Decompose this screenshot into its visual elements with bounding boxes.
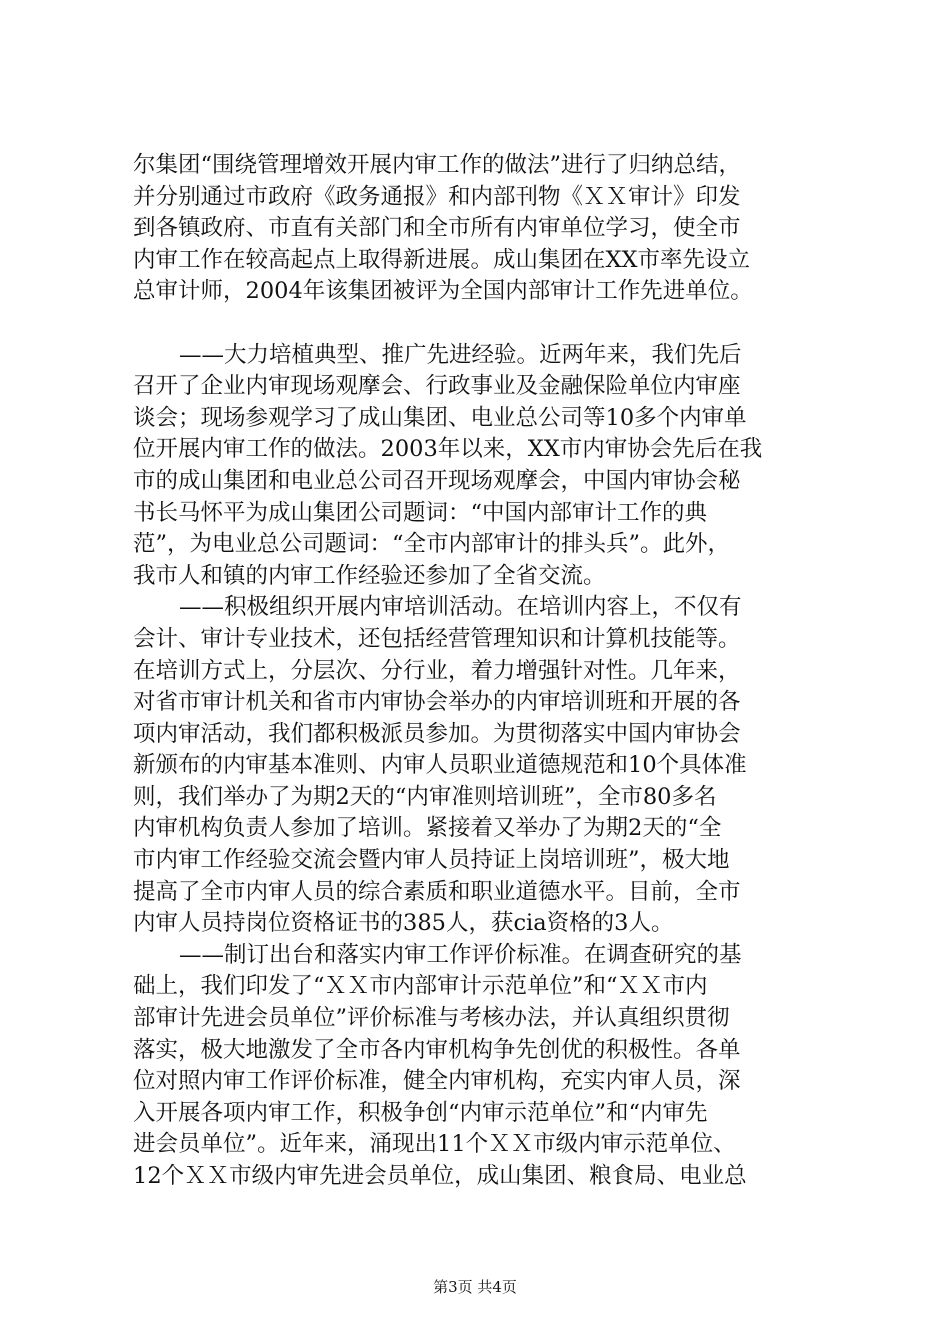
text-line: 位开展内审工作的做法。2003年以来，XX市内审协会先后在我	[133, 436, 763, 463]
text-line: 到各镇政府、市直有关部门和全市所有内审单位学习，使全市	[133, 215, 741, 242]
paragraph-spacer	[133, 308, 833, 340]
paragraph-3	[133, 592, 833, 940]
text-line: 落实，极大地激发了全市各内审机构争先创优的积极性。各单	[133, 1036, 741, 1063]
text-line: 谈会；现场参观学习了成山集团、电业总公司等10多个内审单	[133, 404, 747, 431]
text-line: 项内审活动，我们都积极派员参加。为贯彻落实中国内审协会	[133, 720, 741, 747]
text-line: 新颁布的内审基本准则、内审人员职业道德规范和10个具体准	[133, 752, 747, 779]
text-line: 础上，我们印发了“ＸＸ市内部审计示范单位”和“ＸＸ市内	[133, 973, 708, 1000]
text-line: 并分别通过市政府《政务通报》和内部刊物《ＸＸ审计》印发	[133, 183, 741, 210]
text-line: 内审人员持岗位资格证书的385人，获cia资格的3人。	[133, 910, 674, 937]
paragraph-1	[133, 150, 833, 308]
page-number: 第3页 共4页	[433, 1278, 517, 1296]
text-line: 位对照内审工作评价标准，健全内审机构，充实内审人员，深	[133, 1068, 741, 1095]
text-line: 书长马怀平为成山集团公司题词：“中国内部审计工作的典	[133, 499, 708, 526]
text-line: 我市人和镇的内审工作经验还参加了全省交流。	[133, 562, 606, 589]
text-line: 会计、审计专业技术，还包括经营管理知识和计算机技能等。	[133, 625, 741, 652]
document-body	[133, 150, 833, 1193]
text-line: 提高了全市内审人员的综合素质和职业道德水平。目前，全市	[133, 878, 741, 905]
page-footer	[0, 1277, 950, 1297]
text-line: 内审工作在较高起点上取得新进展。成山集团在XX市率先设立	[133, 246, 751, 273]
text-line: 市的成山集团和电业总公司召开现场观摩会，中国内审协会秘	[133, 467, 741, 494]
text-line: 市内审工作经验交流会暨内审人员持证上岗培训班”，极大地	[133, 847, 730, 874]
paragraph-2	[133, 340, 833, 593]
paragraph-4	[133, 940, 833, 1193]
text-line: 则，我们举办了为期2天的“内审准则培训班”，全市80多名	[133, 783, 717, 810]
text-line: 尔集团“围绕管理增效开展内审工作的做法”进行了归纳总结，	[133, 152, 742, 178]
text-line: 总审计师，2004年该集团被评为全国内部审计工作先进单位。	[133, 278, 753, 305]
text-line: 部审计先进会员单位”评价标准与考核办法，并认真组织贯彻	[133, 1005, 730, 1032]
text-line: 对省市审计机关和省市内审协会举办的内审培训班和开展的各	[133, 689, 741, 716]
text-line: 12个ＸＸ市级内审先进会员单位，成山集团、粮食局、电业总	[133, 1163, 747, 1189]
text-line: ——大力培植典型、推广先进经验。近两年来，我们先后	[179, 341, 742, 368]
text-line: ——积极组织开展内审培训活动。在培训内容上，不仅有	[179, 594, 742, 621]
text-line: 召开了企业内审现场观摩会、行政事业及金融保险单位内审座	[133, 373, 741, 400]
text-line: 在培训方式上，分层次、分行业，着力增强针对性。几年来，	[133, 657, 741, 684]
text-line: 入开展各项内审工作，积极争创“内审示范单位”和“内审先	[133, 1099, 708, 1126]
text-line: 内审机构负责人参加了培训。紧接着又举办了为期2天的“全	[133, 815, 722, 842]
text-line: 进会员单位”。近年来，涌现出11个ＸＸ市级内审示范单位、	[133, 1131, 736, 1158]
text-line: ——制订出台和落实内审工作评价标准。在调查研究的基	[179, 941, 742, 968]
text-line: 范”，为电业总公司题词：“全市内部审计的排头兵”。此外，	[133, 531, 731, 558]
